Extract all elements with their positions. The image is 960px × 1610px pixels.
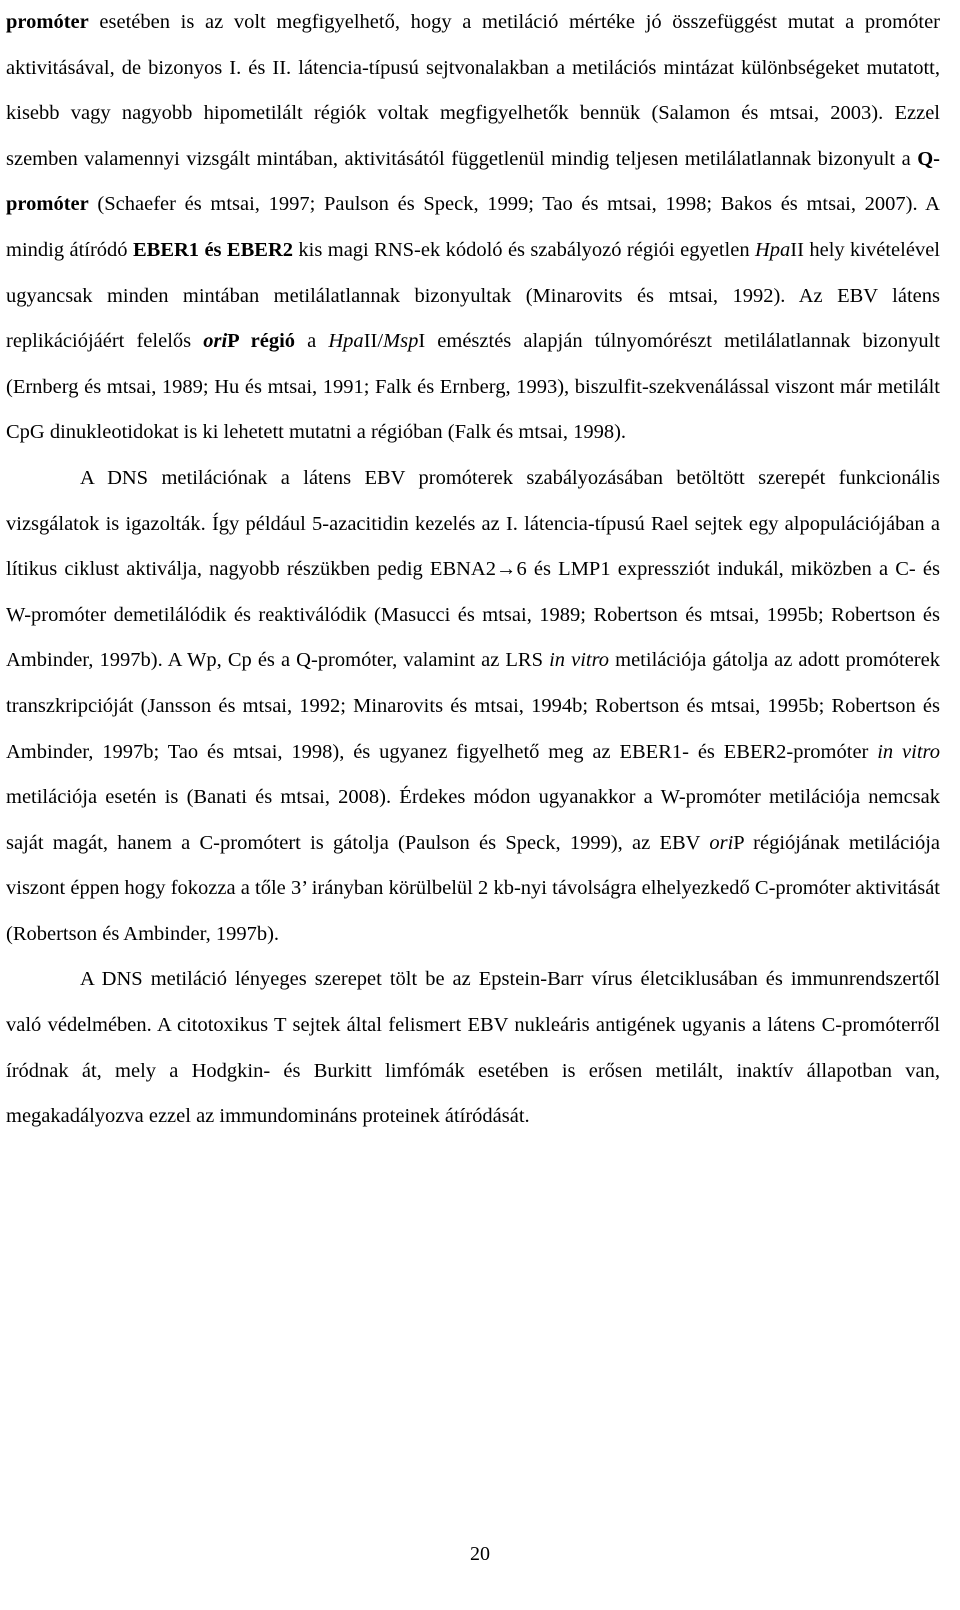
text-segment: Hpa — [754, 238, 791, 261]
text-segment: A DNS metiláció lényeges szerepet tölt be az Epstein-Barr vírus életciklusában és immunrendszertől való védelmében. A citotoxikus T sejtek által felismert EBV nukleáris antigének ugyanis a látens C-promóterről íródnak át, mely a Hodgkin- és Burkitt limfómák esetében is erősen metilált, inaktív állapotban van, megakadályozva ezzel az immundomináns proteinek átíródását. — [6, 968, 940, 1128]
text-segment: esetében is az volt megfigyelhető, hogy a metiláció mértéke jó összefüggést mutat a promóter aktivitásával, de bizonyos I. és II. látencia-típusú sejtvonalakban a metilációs mintázat különbségeket mutatott, kisebb vagy nagyobb hipometilált régiók voltak megfigyelhetők bennük (Salamon és mtsai, 2003). Ezzel szemben valamennyi vizsgált mintában, aktivitásától függetlenül mindig teljesen metilálatlannak bizonyult a — [6, 11, 940, 170]
text-segment: A DNS metilációnak a látens EBV promóterek szabályozásában betöltött szerepét funkcionális vizsgálatok is igazolták. Így például 5-azacitidin kezelés az I. látencia-típusú Rael sejtek egy alpopulációjában a lítikus ciklust aktiválja, nagyobb részükben pedig EBNA2→6 és LMP1 expressziót indukál, miközben a C- és W-promóter demetilálódik és reaktiválódik (Masucci és mtsai, 1989; Robertson és mtsai, 1995b; Robertson és Ambinder, 1997b). A Wp, Cp és a Q-promóter, valamint az LRS — [6, 466, 940, 672]
paragraph-1 — [6, 0, 940, 456]
text-segment: P régiójának metilációja viszont éppen hogy fokozza a tőle 3’ irányban körülbelül 2 kb-nyi távolságra elhelyezkedő C-promóter aktivitását (Robertson és Ambinder, 1997b). — [6, 831, 940, 945]
text-segment: ori — [203, 330, 228, 353]
text-segment: P régió — [227, 330, 296, 353]
page-number: 20 — [470, 1543, 490, 1565]
text-segment: promóter — [6, 11, 89, 33]
document-page — [6, 0, 940, 1140]
text-segment: II hely kivételével ugyancsak minden mintában metilálatlannak bizonyultak (Minarovits és mtsai, 1992). Az EBV látens replikációjáért felelős — [6, 238, 940, 353]
text-segment: ori — [709, 831, 734, 854]
paragraph-2 — [6, 456, 940, 958]
text-segment: a — [295, 330, 329, 353]
text-segment: II/ — [363, 330, 384, 353]
text-segment: Q-promóter — [6, 147, 940, 216]
text-segment: Msp — [383, 330, 419, 353]
text-segment: metilációja esetén is (Banati és mtsai, 2008). Érdekes módon ugyanakkor a W-promóter metilációja nemcsak saját magát, hanem a C-promótert is gátolja (Paulson és Speck, 1999), az EBV — [6, 786, 940, 854]
text-segment: EBER1 és EBER2 — [132, 238, 294, 261]
text-segment: (Schaefer és mtsai, 1997; Paulson és Speck, 1999; Tao és mtsai, 1998; Bakos és mtsai, 2007). A mindig átíródó — [6, 193, 940, 261]
text-segment: metilációja gátolja az adott promóterek transzkripcióját (Jansson és mtsai, 1992; Minarovits és mtsai, 1994b; Robertson és mtsai, 1995b; Robertson és Ambinder, 1997b; Tao és mtsai, 1998), és ugyanez figyelhető meg az EBER1- és EBER2-promóter — [6, 649, 940, 763]
text-segment: kis magi RNS-ek kódoló és szabályozó régiói egyetlen — [293, 238, 755, 261]
text-segment: I emésztés alapján túlnyomórészt metilálatlannak bizonyult (Ernberg és mtsai, 1989; Hu és mtsai, 1991; Falk és Ernberg, 1993), biszulfit-szekvenálással viszont már metilált CpG dinukleotidokat is ki lehetett mutatni a régióban (Falk és mtsai, 1998). — [6, 330, 940, 444]
text-segment: in vitro — [549, 649, 610, 672]
text-segment: Hpa — [328, 330, 364, 353]
paragraph-3 — [6, 957, 940, 1139]
text-segment: in vitro — [877, 740, 941, 763]
